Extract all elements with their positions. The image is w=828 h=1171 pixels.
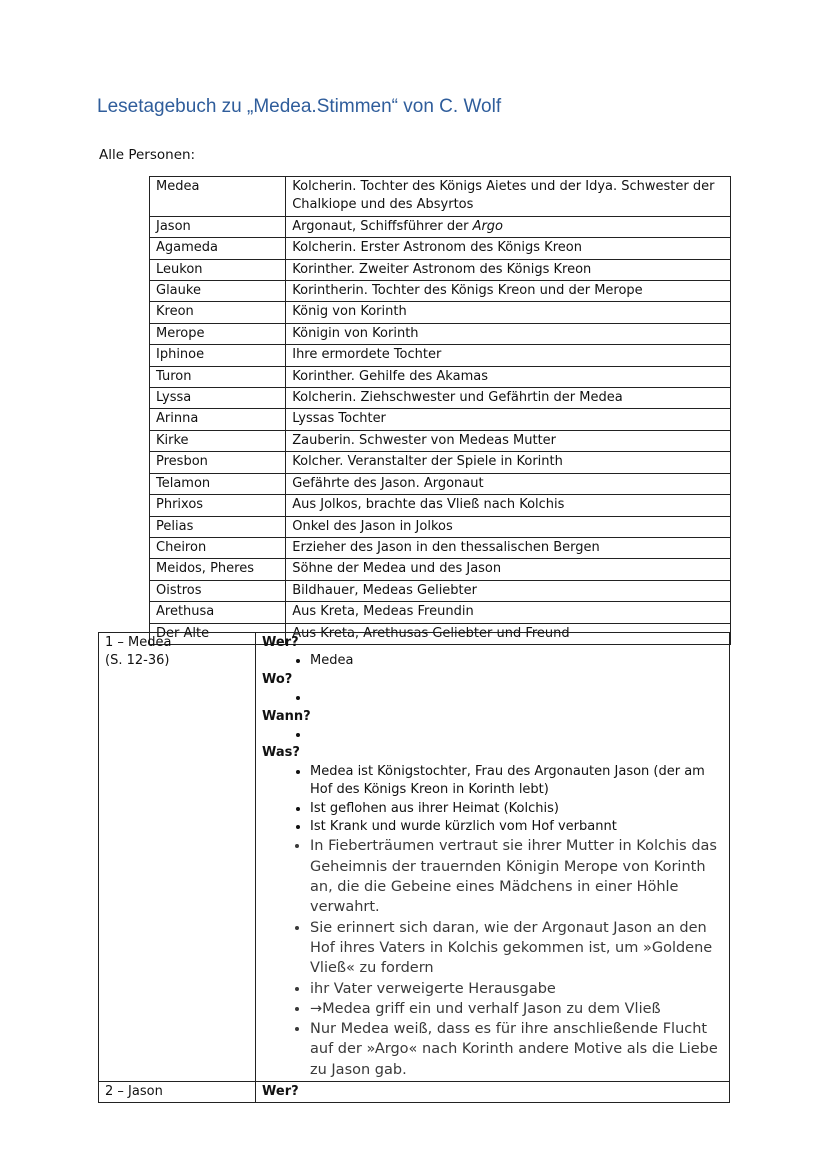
list-item: • In Fieberträumen vertraut sie ihrer Mutter in Kolchis das Geheimnis der trauernden Königin Merope von Korinth an, die die Gebeine eines Mädchens in einer Höhle verwahrt. [310,836,723,917]
list-item: • Medea [310,652,723,670]
person-description: Bildhauer, Medeas Geliebter [286,580,731,601]
list-item: • Medea ist Königstochter, Frau des Argonauten Jason (der am Hof des Königs Kreon in Korinth lebt) [310,763,723,800]
person-name: Iphinoe [150,345,286,366]
table-row [150,259,731,280]
person-description: Kolcherin. Tochter des Königs Aietes und der Idya. Schwester der Chalkiope und des Absyrtos [286,177,731,217]
person-description: Kolcher. Veranstalter der Spiele in Korinth [286,452,731,473]
table-row [150,559,731,580]
person-name: Glauke [150,281,286,302]
person-name: Arethusa [150,602,286,623]
person-description: Korintherin. Tochter des Königs Kreon und der Merope [286,281,731,302]
person-description: Onkel des Jason in Jolkos [286,516,731,537]
person-name: Turon [150,366,286,387]
table-row [150,216,731,237]
table-row [150,345,731,366]
table-row [150,516,731,537]
person-description: Königin von Korinth [286,323,731,344]
person-name: Pelias [150,516,286,537]
wer-list [262,652,723,670]
chapter-pages: (S. 12-36) [105,653,170,669]
person-name: Agameda [150,238,286,259]
table-row [150,602,731,623]
person-description: Aus Jolkos, brachte das Vließ nach Kolchis [286,495,731,516]
person-description: Zauberin. Schwester von Medeas Mutter [286,430,731,451]
table-row [150,388,731,409]
chapter-content-cell [256,633,730,1082]
person-name: Phrixos [150,495,286,516]
was-list [262,763,723,1080]
chapter-row-medea [99,633,730,1082]
table-row [150,495,731,516]
list-item-empty [310,726,723,744]
table-row [150,580,731,601]
list-item: • Nur Medea weiß, dass es für ihre anschließende Flucht auf der »Argo« nach Korinth andere Motive als die Liebe zu Jason gab. [310,1019,723,1080]
wo-heading: Wo? [262,671,293,687]
person-name: Oistros [150,580,286,601]
chapter-title: 1 – Medea [105,635,172,650]
table-row [150,409,731,430]
list-item: • Ist geflohen aus ihrer Heimat (Kolchis) [310,800,723,818]
person-description: Kolcherin. Ziehschwester und Gefährtin der Medea [286,388,731,409]
person-name: Der Alte [150,623,286,644]
person-description: König von Korinth [286,302,731,323]
person-name: Telamon [150,473,286,494]
person-description: Erzieher des Jason in den thessalischen Bergen [286,537,731,558]
person-name: Meidos, Pheres [150,559,286,580]
persons-heading: Alle Personen: [99,147,196,163]
wann-heading: Wann? [262,708,311,724]
chapter-title: 2 – Jason [105,1084,163,1100]
table-row [150,177,731,217]
table-row [150,366,731,387]
table-row [150,238,731,259]
description-italic: Argo [472,218,504,234]
person-name: Merope [150,323,286,344]
person-description [286,216,731,237]
table-row [150,537,731,558]
list-item: • Ist Krank und wurde kürzlich vom Hof verbannt [310,818,723,836]
person-name: Arinna [150,409,286,430]
list-item: • →Medea griff ein und verhalf Jason zu dem Vließ [310,999,723,1019]
chapter-label-cell [99,1082,256,1103]
chapter-content-cell [256,1082,730,1103]
person-description: Aus Kreta, Arethusas Geliebter und Freund [286,623,731,644]
person-name: Kirke [150,430,286,451]
person-description: Ihre ermordete Tochter [286,345,731,366]
person-name: Kreon [150,302,286,323]
table-row [150,302,731,323]
list-item: • ihr Vater verweigerte Herausgabe [310,979,723,999]
persons-table [149,176,731,645]
table-row [150,323,731,344]
wer-heading: Wer? [262,1084,299,1100]
table-row [150,281,731,302]
list-item-empty [310,689,723,707]
was-heading: Was? [262,745,300,761]
table-row [150,473,731,494]
person-name: Medea [150,177,286,217]
person-name: Leukon [150,259,286,280]
person-description: Korinther. Gehilfe des Akamas [286,366,731,387]
chapter-label-cell [99,633,256,1082]
person-name: Presbon [150,452,286,473]
chapter-row-jason [99,1082,730,1103]
person-description: Kolcherin. Erster Astronom des Königs Kreon [286,238,731,259]
person-description: Lyssas Tochter [286,409,731,430]
person-description: Korinther. Zweiter Astronom des Königs Kreon [286,259,731,280]
table-row [150,430,731,451]
wann-list [262,726,723,744]
person-description: Söhne der Medea und des Jason [286,559,731,580]
description-text: Argonaut, Schiffsführer der [292,218,469,234]
person-description: Gefährte des Jason. Argonaut [286,473,731,494]
wer-heading: Wer? [262,635,299,650]
person-name: Lyssa [150,388,286,409]
list-item: • Sie erinnert sich daran, wie der Argonaut Jason an den Hof ihres Vaters in Kolchis gekommen ist, um »Goldene Vließ« zu fordern [310,918,723,979]
document-title: Lesetagebuch zu „Medea.Stimmen“ von C. Wolf [97,96,502,117]
person-name: Jason [150,216,286,237]
person-description: Aus Kreta, Medeas Freundin [286,602,731,623]
table-row [150,452,731,473]
wo-list [262,689,723,707]
person-name: Cheiron [150,537,286,558]
chapters-table [98,632,730,1103]
